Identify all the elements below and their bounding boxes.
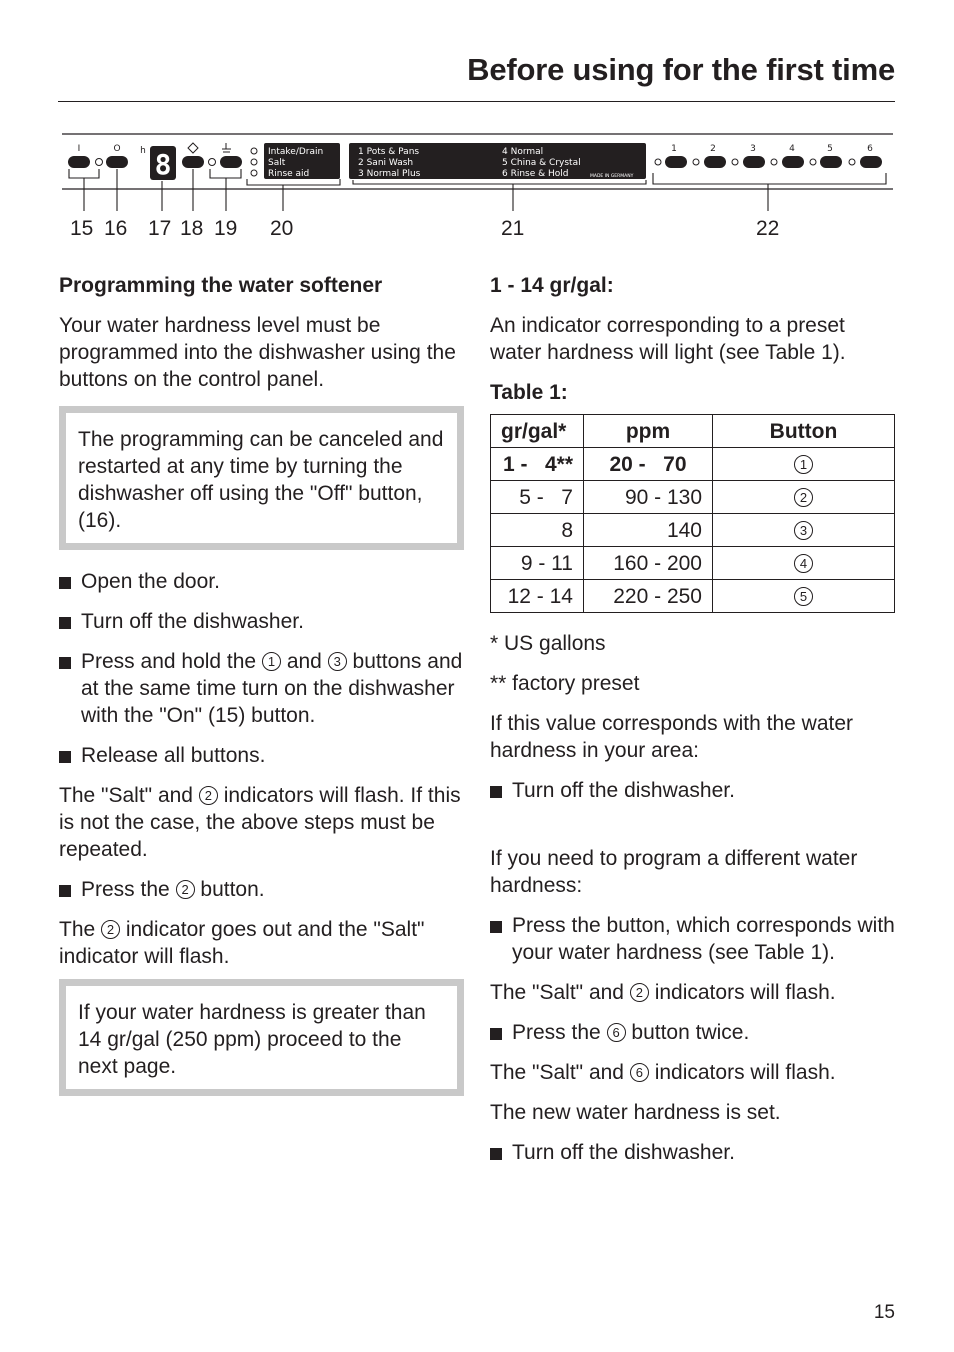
cell-grgal: 12 - 14 [491,580,584,613]
corresponds-paragraph: If this value corresponds with the water hardness in your area: [490,712,854,762]
program-label-6: 6 Rinse & Hold [502,169,569,179]
off-symbol-label: O [113,144,121,154]
table-row [491,514,895,547]
table-title: Table 1: [490,381,568,404]
para-text: indicators will flash. If this is not the case, the above steps must be repeated. [59,784,461,861]
note-box-cancel [59,406,464,550]
hardness-set-paragraph: The new water hardness is set. [490,1101,781,1124]
indicator-rinse-aid: Rinse aid [268,169,310,179]
start-icon [222,143,231,152]
header-button: Button [713,415,895,448]
para-text: indicator goes out and the "Salt" indicator will flash. [59,918,425,968]
step-press-hold [59,648,464,729]
step-text: Press the [512,1021,601,1044]
button-number: 2 [101,920,120,939]
callout-16: 16 [104,217,128,240]
footnote-us-gallons: * US gallons [490,632,606,655]
callout-22: 22 [756,217,780,240]
para-text: indicators will flash. [654,1061,836,1084]
button-label-5: 5 [827,144,833,154]
cell-button [713,481,895,514]
indicator-intake-drain: Intake/Drain [268,147,324,157]
delay-start-icon [188,143,198,153]
table-row [491,547,895,580]
button-number: 1 [794,455,813,474]
cell-button [713,448,895,481]
step-press-2 [59,876,464,903]
display-digit: 8 [154,148,172,181]
step-press-corresponding: Press the button, which corresponds with your water hardness (see Table 1). [490,912,895,966]
button-number: 1 [262,652,281,671]
table-header-row [491,415,895,448]
button-label-2: 2 [710,144,716,154]
note-text: If your water hardness is greater than 14 gr/gal (250 ppm) proceed to the next page. [78,1001,426,1078]
callout-20: 20 [270,217,294,240]
cell-grgal: 5 - 7 [491,481,584,514]
step-text: button. [200,878,265,901]
cell-button [713,580,895,613]
note-box-hardness [59,979,464,1096]
table-row [491,448,895,481]
button-number: 2 [794,488,813,507]
para-text: The "Salt" and [59,784,193,807]
step-text: button twice. [631,1021,750,1044]
callout-21: 21 [501,217,525,240]
section-heading: Programming the water softener [59,274,383,297]
indicator-out-paragraph [59,916,464,970]
step-turn-off: Turn off the dishwasher. [490,777,895,804]
button-number: 3 [328,652,347,671]
button-label-1: 1 [671,144,677,154]
flash-6-paragraph [490,1059,895,1086]
range-heading: 1 - 14 gr/gal: [490,274,614,297]
button-number: 5 [794,587,813,606]
program-label-3: 3 Normal Plus [358,169,421,179]
start-button-shape [220,156,242,168]
different-hardness-paragraph: If you need to program a different water hardness: [490,847,858,897]
button-number: 4 [794,554,813,573]
button-number: 2 [176,880,195,899]
table-row [491,580,895,613]
cell-ppm: 220 - 250 [584,580,713,613]
button-number: 6 [607,1023,626,1042]
header-grgal: gr/gal* [491,415,584,448]
control-panel-diagram [0,125,954,245]
page-number: 15 [873,1302,895,1323]
made-in-label: MADE IN GERMANY [590,174,634,179]
button-number: 2 [630,983,649,1002]
cell-ppm: 20 - 70 [584,448,713,481]
step-text: and [286,650,322,673]
button-number: 2 [199,786,218,805]
step-press-6 [490,1019,895,1046]
left-column [59,272,464,1096]
para-text: The "Salt" and [490,981,624,1004]
button-label-4: 4 [789,144,795,154]
step-turn-off: Turn off the dishwasher. [490,1139,895,1166]
callout-19: 19 [214,217,238,240]
cell-ppm: 90 - 130 [584,481,713,514]
step-text: Press and hold the [81,650,257,673]
step-open-door: Open the door. [59,568,464,595]
program-label-1: 1 Pots & Pans [358,147,420,157]
program-label-4: 4 Normal [502,147,544,157]
para-text: The [59,918,96,941]
cell-button [713,514,895,547]
button-number: 3 [794,521,813,540]
hardness-table [490,414,895,613]
para-text: The "Salt" and [490,1061,624,1084]
note-text: The programming can be canceled and restarted at any time by turning the dishwasher off using the "Off" button, (16). [78,428,444,532]
button-number: 6 [630,1063,649,1082]
cell-button [713,547,895,580]
intro-paragraph: Your water hardness level must be programmed into the dishwasher using the buttons on the control panel. [59,314,456,391]
right-column [490,272,895,1166]
cell-grgal: 8 [491,514,584,547]
on-symbol-label: I [77,144,81,154]
off-button-shape [106,156,128,168]
program-label-2: 2 Sani Wash [358,158,414,168]
footnote-factory-preset: ** factory preset [490,672,640,695]
hours-label: h [140,146,146,156]
step-text: buttons and at the same time turn on the dishwasher with the "On" (15) button. [81,650,463,727]
step-release: Release all buttons. [59,742,464,769]
table-row [491,481,895,514]
button-label-3: 3 [750,144,756,154]
preset-paragraph: An indicator corresponding to a preset water hardness will light (see Table 1). [490,314,846,364]
step-text: Press the [81,878,170,901]
cell-grgal: 9 - 11 [491,547,584,580]
para-text: indicators will flash. [654,981,836,1004]
title-divider [58,101,895,102]
cell-ppm: 160 - 200 [584,547,713,580]
callout-18: 18 [180,217,204,240]
delay-button-shape [182,156,204,168]
cell-ppm: 140 [584,514,713,547]
step-turn-off: Turn off the dishwasher. [59,608,464,635]
button-label-6: 6 [867,144,873,154]
callout-17: 17 [148,217,172,240]
flash-paragraph [59,782,464,863]
page-title: Before using for the first time [467,52,895,87]
cell-grgal: 1 - 4** [491,448,584,481]
control-panel-drawing [0,125,954,245]
flash-paragraph [490,979,895,1006]
callout-15: 15 [70,217,94,240]
on-button-shape [68,156,90,168]
program-label-5: 5 China & Crystal [502,158,581,168]
indicator-salt: Salt [268,158,286,168]
header-ppm: ppm [584,415,713,448]
